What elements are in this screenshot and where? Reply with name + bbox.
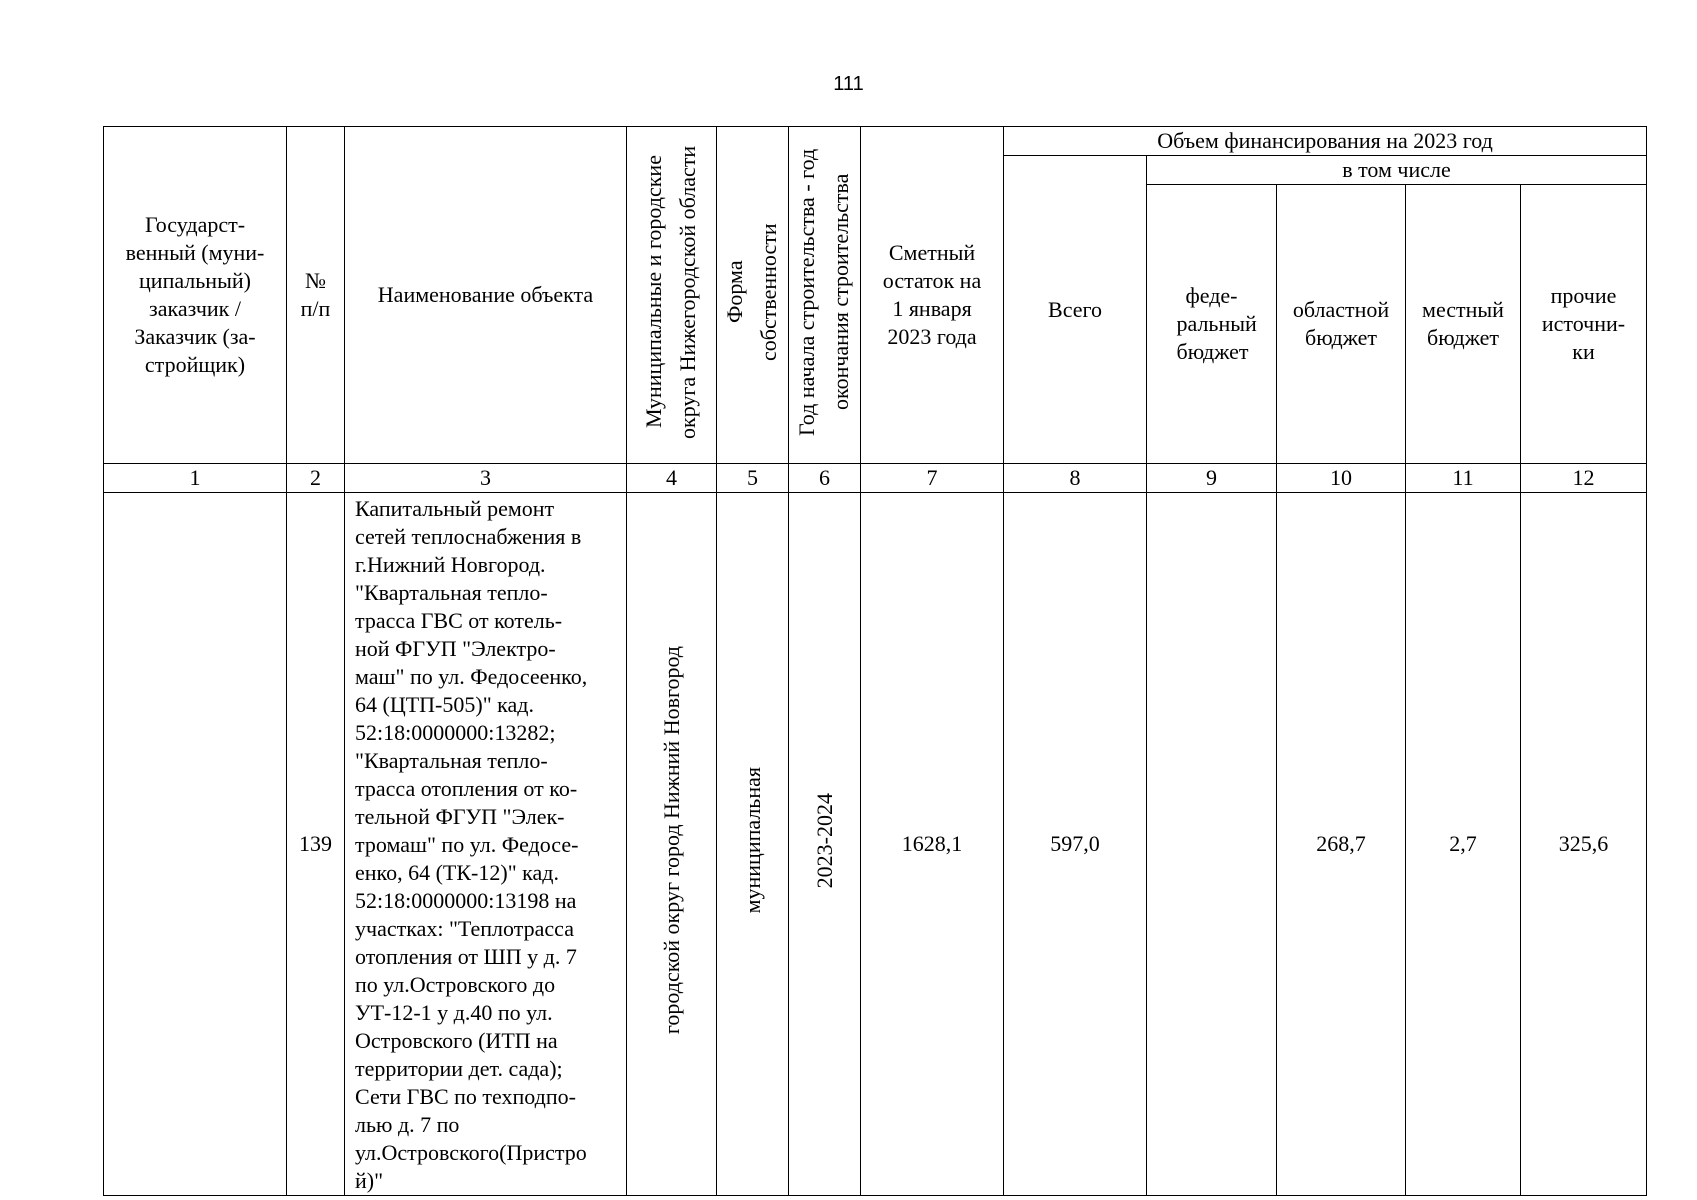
header-object-name: Наименование объекта (345, 127, 627, 464)
column-number-row (104, 464, 1647, 493)
cell-customer (104, 493, 287, 1196)
column-number: 3 (345, 464, 627, 493)
header-ownership: Форма собственности (717, 127, 789, 464)
column-number: 11 (1406, 464, 1521, 493)
cell-total: 597,0 (1004, 493, 1147, 1196)
cell-estimated-balance: 1628,1 (861, 493, 1004, 1196)
header-municipality: Муниципальные и городские округа Нижегородской области (627, 127, 717, 464)
cell-number: 139 (287, 493, 345, 1196)
column-number: 5 (717, 464, 789, 493)
header-including: в том числе (1147, 156, 1647, 185)
cell-local: 2,7 (1406, 493, 1521, 1196)
header-total: Всего (1004, 156, 1147, 464)
header-regional: областной бюджет (1277, 185, 1406, 464)
column-number: 9 (1147, 464, 1277, 493)
header-estimated-balance: Сметный остаток на 1 января 2023 года (861, 127, 1004, 464)
header-other: прочие источни-ки (1521, 185, 1647, 464)
column-number: 6 (789, 464, 861, 493)
header-customer: Государст-венный (муни-ципальный) заказчик / Заказчик (за-стройщик) (104, 127, 287, 464)
column-number: 12 (1521, 464, 1647, 493)
header-number: № п/п (287, 127, 345, 464)
header-funding-group: Объем финансирования на 2023 год (1004, 127, 1647, 156)
column-number: 10 (1277, 464, 1406, 493)
header-row (104, 127, 1647, 156)
header-local: местный бюджет (1406, 185, 1521, 464)
cell-object-name: Капитальный ремонт сетей теплоснабжения в г.Нижний Новгород. "Квартальная тепло- трасса ГВС от котель- ной ФГУП "Электро- маш" по ул. Федосеенко, 64 (ЦТП-505)" кад. 52:18:0000000:13282; "Квартальная тепло- трасса отопления от ко- тельной ФГУП "Элек- тромаш" по ул. Федосе- енко, 64 (ТК-12)" кад. 52:18:0000000:13198 на участках: "Теплотрасса отопления от ШП у д. 7 по ул.Островского до УТ-12-1 у д.40 по ул. Островского (ИТП на территории дет. сада); Сети ГВС по техподпо- лью д. 7 по ул.Островского(Пристро й)" (345, 493, 627, 1196)
cell-other: 325,6 (1521, 493, 1647, 1196)
header-years: Год начала строительства - год окончания строительства (789, 127, 861, 464)
header-federal: феде-ральный бюджет (1147, 185, 1277, 464)
cell-municipality: городской округ город Нижний Новгород (627, 493, 717, 1196)
column-number: 1 (104, 464, 287, 493)
table-row (104, 493, 1647, 1196)
column-number: 2 (287, 464, 345, 493)
cell-years: 2023-2024 (789, 493, 861, 1196)
cell-regional: 268,7 (1277, 493, 1406, 1196)
page-number: 111 (833, 73, 864, 95)
column-number: 4 (627, 464, 717, 493)
column-number: 7 (861, 464, 1004, 493)
financing-table (103, 126, 1647, 1196)
column-number: 8 (1004, 464, 1147, 493)
cell-ownership: муниципальная (717, 493, 789, 1196)
cell-federal (1147, 493, 1277, 1196)
